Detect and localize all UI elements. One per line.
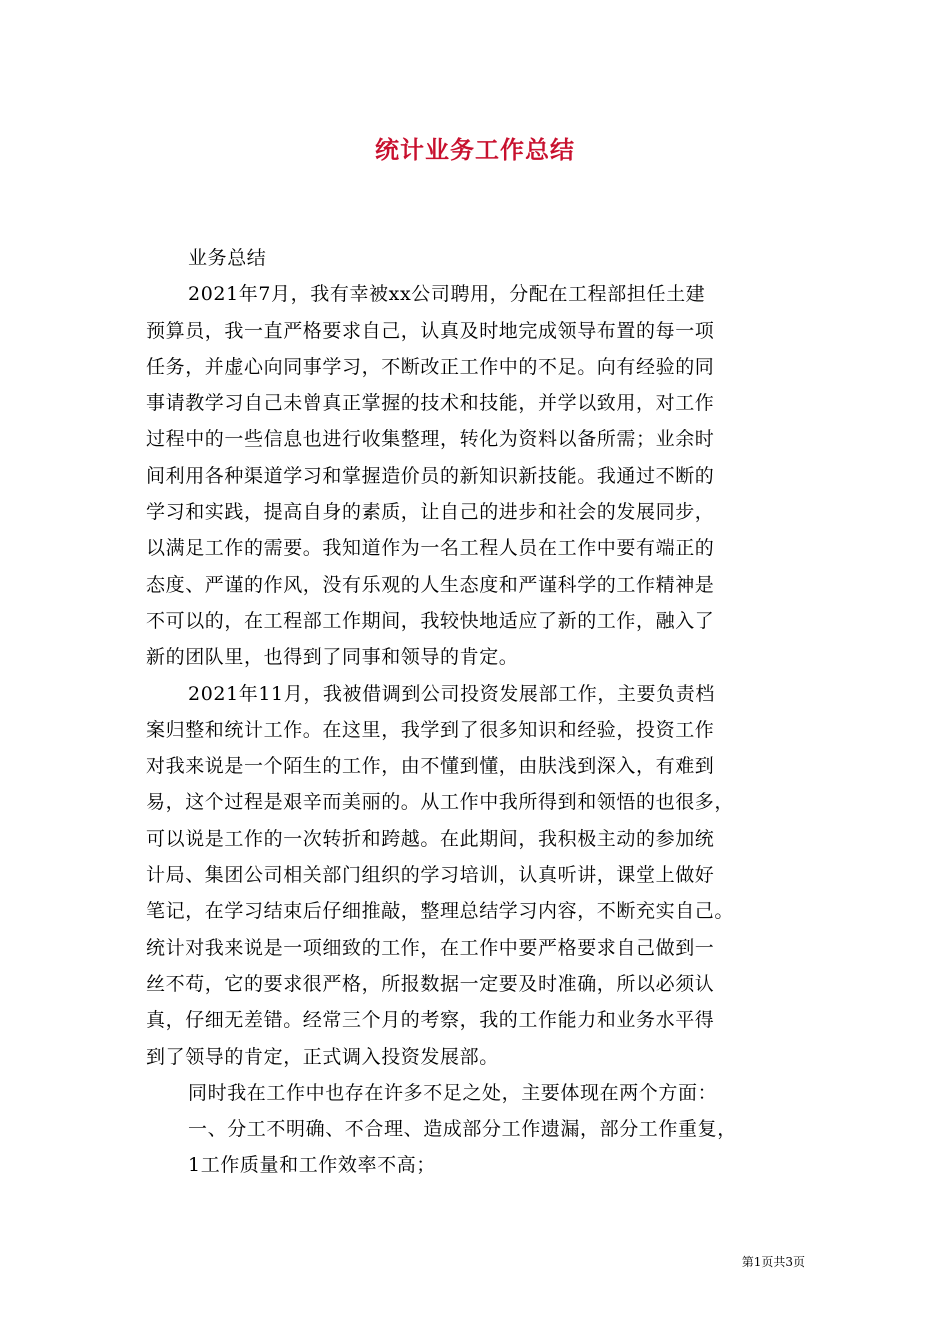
text-line: 业务总结 bbox=[188, 247, 267, 269]
text-line: 预算员，我一直严格要求自己，认真及时地完成领导布置的每一项 bbox=[146, 319, 715, 342]
text-line: 同时我在工作中也存在许多不足之处，主要体现在两个方面： bbox=[188, 1081, 718, 1104]
text-line: 任务，并虚心向同事学习，不断改正工作中的不足。向有经验的同 bbox=[146, 355, 715, 378]
text-line: 真，仔细无差错。经常三个月的考察，我的工作能力和业务水平得 bbox=[146, 1009, 715, 1032]
document-title: 统计业务工作总结 bbox=[375, 135, 575, 164]
text-line: 学习和实践，提高自身的素质，让自己的进步和社会的发展同步， bbox=[146, 501, 715, 524]
document-body bbox=[146, 240, 810, 1184]
text-line: 事请教学习自己未曾真正掌握的技术和技能，并学以致用，对工作 bbox=[146, 392, 715, 415]
text-line: 一、分工不明确、不合理、造成部分工作遗漏，部分工作重复， bbox=[188, 1118, 737, 1141]
text-line: 2021年11月，我被借调到公司投资发展部工作，主要负责档 bbox=[188, 682, 715, 705]
text-line: 1工作质量和工作效率不高； bbox=[188, 1154, 436, 1177]
text-line: 案归整和统计工作。在这里，我学到了很多知识和经验，投资工作 bbox=[146, 718, 715, 741]
text-line: 丝不苟，它的要求很严格，所报数据一定要及时准确，所以必须认 bbox=[146, 972, 715, 995]
text-line: 到了领导的肯定，正式调入投资发展部。 bbox=[146, 1045, 499, 1068]
text-line: 笔记，在学习结束后仔细推敲，整理总结学习内容，不断充实自己。 bbox=[146, 900, 735, 923]
text-line: 统计对我来说是一项细致的工作，在工作中要严格要求自己做到一 bbox=[146, 936, 715, 959]
text-line: 以满足工作的需要。我知道作为一名工程人员在工作中要有端正的 bbox=[146, 537, 715, 560]
text-line: 对我来说是一个陌生的工作，由不懂到懂，由肤浅到深入，有难到 bbox=[146, 755, 715, 778]
text-line: 间利用各种渠道学习和掌握造价员的新知识新技能。我通过不断的 bbox=[146, 464, 715, 487]
text-line: 过程中的一些信息也进行收集整理，转化为资料以备所需；业余时 bbox=[146, 428, 715, 451]
text-line: 易，这个过程是艰辛而美丽的。从工作中我所得到和领悟的也很多， bbox=[146, 791, 735, 814]
page-number-footer: 第1页共3页 bbox=[741, 1255, 805, 1269]
text-line: 可以说是工作的一次转折和跨越。在此期间，我积极主动的参加统 bbox=[146, 827, 715, 850]
text-line: 新的团队里，也得到了同事和领导的肯定。 bbox=[146, 646, 519, 669]
text-line: 2021年7月，我有幸被xx公司聘用，分配在工程部担任土建 bbox=[188, 283, 706, 306]
text-line: 态度、严谨的作风，没有乐观的人生态度和严谨科学的工作精神是 bbox=[146, 573, 715, 596]
text-line: 计局、集团公司相关部门组织的学习培训，认真听讲，课堂上做好 bbox=[146, 864, 715, 887]
text-line: 不可以的，在工程部工作期间，我较快地适应了新的工作，融入了 bbox=[146, 609, 715, 632]
